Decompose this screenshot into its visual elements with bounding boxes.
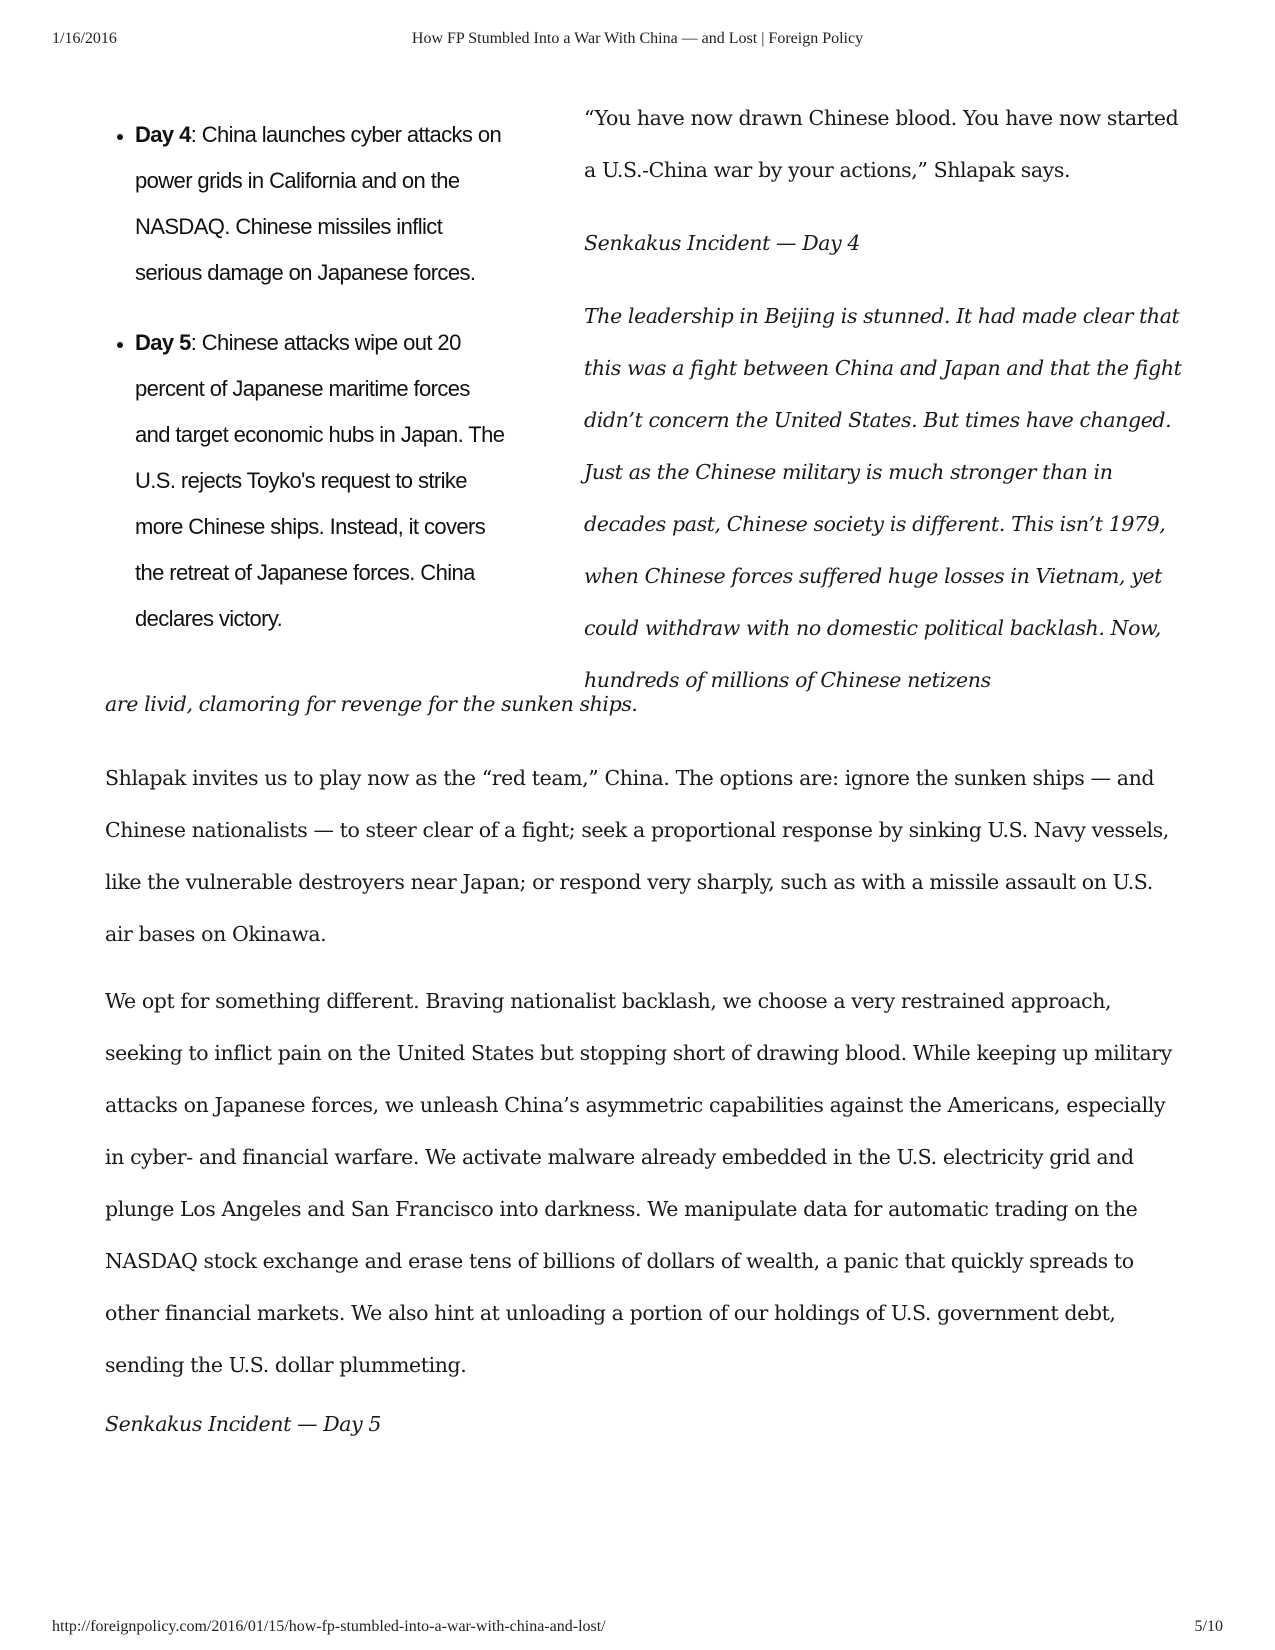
print-header — [0, 30, 1275, 52]
timeline-item-day-5 — [135, 320, 505, 642]
timeline-item-label: Day 5 — [135, 330, 191, 355]
page-number: 5/10 — [1194, 1618, 1223, 1635]
print-date: 1/16/2016 — [52, 30, 117, 47]
quote-paragraph: “You have now drawn Chinese blood. You have now started a U.S.-China war by your actions,” Shlapak says. — [584, 106, 1179, 182]
section-heading-day-4: Senkakus Incident — Day 4 — [584, 231, 861, 255]
timeline-item-text: : China launches cyber attacks on power grids in California and on the NASDAQ. Chinese missiles inflict serious damage on Japanese forces. — [135, 122, 502, 285]
timeline-sidebar — [105, 112, 505, 666]
timeline-item-day-4 — [135, 112, 505, 296]
article-heading-day-5-wrap — [105, 1398, 1185, 1450]
italic-paragraph-continuation: are livid, clamoring for revenge for the sunken ships. — [105, 692, 638, 716]
timeline-list — [105, 112, 505, 642]
italic-paragraph: The leadership in Beijing is stunned. It had made clear that this was a fight between China and Japan and that the fight didn’t concern the United States. But times have changed. Just as the Chinese military is much stronger than in decades past, Chinese society is different. This isn’t 1979, when Chinese forces suffered huge losses in Vietnam, yet could withdraw with no domestic political backlash. Now, hundreds of millions of Chinese netizens — [584, 304, 1182, 692]
article-full-width — [105, 678, 1185, 730]
print-footer — [0, 1618, 1275, 1640]
timeline-item-text: : Chinese attacks wipe out 20 percent of Japanese maritime forces and target economic hubs in Japan. The U.S. rejects Toyko's request to strike more Chinese ships. Instead, it covers the retreat of Japanese forces. China declares victory. — [135, 330, 505, 631]
print-page-title: How FP Stumbled Into a War With China — and Lost | Foreign Policy — [411, 30, 864, 47]
article-paragraph-3-wrap — [105, 975, 1185, 1391]
article-paragraph-2-wrap — [105, 752, 1185, 960]
timeline-item-label: Day 4 — [135, 122, 191, 147]
print-url: http://foreignpolicy.com/2016/01/15/how-fp-stumbled-into-a-war-with-china-and-lost/ — [52, 1618, 606, 1635]
article-paragraph: We opt for something different. Braving nationalist backlash, we choose a very restrained approach, seeking to inflict pain on the United States but stopping short of drawing blood. While keeping up military attacks on Japanese forces, we unleash China’s asymmetric capabilities against the Americans, especially in cyber- and financial warfare. We activate malware already embedded in the U.S. electricity grid and plunge Los Angeles and San Francisco into darkness. We manipulate data for automatic trading on the NASDAQ stock exchange and erase tens of billions of dollars of wealth, a panic that quickly spreads to other financial markets. We also hint at unloading a portion of our holdings of U.S. government debt, sending the U.S. dollar plummeting. — [105, 989, 1172, 1377]
section-heading-day-5: Senkakus Incident — Day 5 — [105, 1412, 382, 1436]
article-right-column — [584, 92, 1184, 706]
article-paragraph: Shlapak invites us to play now as the “red team,” China. The options are: ignore the sunken ships — and Chinese nationalists — to steer clear of a fight; seek a proportional response by sinking U.S. Navy vessels, like the vulnerable destroyers near Japan; or respond very sharply, such as with a missile assault on U.S. air bases on Okinawa. — [105, 766, 1169, 946]
